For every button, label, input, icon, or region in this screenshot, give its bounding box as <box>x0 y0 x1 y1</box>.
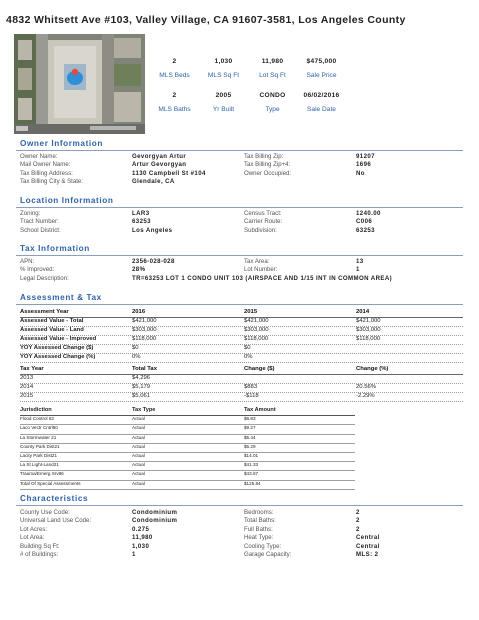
table-cell: $5,061 <box>132 393 151 399</box>
field-label: Lot Number: <box>244 266 278 274</box>
table-cell: $0 <box>132 345 139 351</box>
column-header: Tax Type <box>132 407 156 413</box>
table-cell: $5.29 <box>244 443 256 449</box>
table-row <box>20 336 463 345</box>
legal-description-value: TR=63253 LOT 1 CONDO UNIT 103 (AIRSPACE AND 1/15 INT IN COMMON AREA) <box>132 274 393 282</box>
table-cell: $14.01 <box>244 452 259 458</box>
field-value: 1,030 <box>132 542 150 550</box>
table-row <box>20 435 355 444</box>
lot-sqft-value: 11,980 <box>261 58 284 65</box>
table-row <box>20 318 463 327</box>
column-header: Tax Amount <box>244 407 276 413</box>
table-cell: YOY Assessed Change ($) <box>20 345 94 351</box>
section-divider <box>16 304 463 305</box>
owner-info-heading: Owner Information <box>20 139 103 148</box>
table-cell: Total Of Special Assessments <box>20 480 81 486</box>
table-cell: 2013 <box>20 375 34 381</box>
field-label: Garage Capacity: <box>244 550 292 558</box>
table-cell: Assessed Value - Improved <box>20 336 97 342</box>
field-value: 63253 <box>132 218 151 226</box>
field-label: Tax Billing City & State: <box>20 178 83 186</box>
field-value: C006 <box>356 218 373 226</box>
tax-history-table <box>20 366 463 402</box>
field-value: 2 <box>356 509 360 516</box>
field-value: 1696 <box>356 161 372 169</box>
field-value: Los Angeles <box>132 226 173 234</box>
field-label: Tax Billing Address: <box>20 169 73 177</box>
field-label: County Use Code: <box>20 509 70 516</box>
field-value: Gevorgyan Artur <box>132 153 187 160</box>
mls-baths-label: MLS Baths <box>158 106 191 113</box>
table-cell: Actual <box>132 416 145 422</box>
table-cell: Actual <box>132 462 145 468</box>
field-label: Lot Acres: <box>20 525 48 533</box>
sale-price-label: Sale Price <box>306 72 337 79</box>
field-value: 1 <box>132 550 136 558</box>
field-value: 63253 <box>356 226 375 234</box>
field-label: Mail Owner Name: <box>20 161 71 169</box>
table-cell: Actual <box>132 443 145 449</box>
field-label: Owner Name: <box>20 153 58 160</box>
table-row <box>20 481 355 490</box>
table-cell: $0 <box>244 345 251 351</box>
field-value: 1130 Campbell St #104 <box>132 169 206 177</box>
field-label: School District: <box>20 226 61 234</box>
mls-sqft-label: MLS Sq Ft <box>207 72 240 79</box>
table-cell: Lacity Park Dist21 <box>20 452 58 458</box>
satellite-map-image[interactable] <box>14 34 145 134</box>
field-label: Subdivision: <box>244 226 277 234</box>
field-label: APN: <box>20 258 35 265</box>
mls-sqft-value: 1,030 <box>214 58 233 65</box>
mls-baths-value: 2 <box>172 92 177 99</box>
table-row <box>20 416 355 425</box>
table-cell: $125.84 <box>244 480 261 486</box>
column-header: Jurisdiction <box>20 407 52 413</box>
table-cell: $4,296 <box>132 375 151 381</box>
sale-price-value: $475,000 <box>306 58 337 65</box>
field-value: Condominium <box>132 517 178 525</box>
field-label: Bedrooms: <box>244 509 274 516</box>
field-label: Full Baths: <box>244 525 273 533</box>
field-label: Heat Type: <box>244 534 274 542</box>
sale-date-label: Sale Date <box>307 106 336 113</box>
table-cell: County Park Dist21 <box>20 443 60 449</box>
table-cell: $5.44 <box>244 434 256 440</box>
table-cell: Actual <box>132 480 145 486</box>
table-row <box>20 354 463 363</box>
sale-date-value: 06/02/2016 <box>303 92 340 99</box>
page-title: 4832 Whitsett Ave #103, Valley Village, CA 91607-3581, Los Angeles County <box>6 14 406 26</box>
table-cell: $118,000 <box>356 336 381 342</box>
mls-beds-value: 2 <box>172 58 177 65</box>
field-label: Cooling Type: <box>244 542 282 550</box>
field-value: Glendale, CA <box>132 178 175 186</box>
column-header: Change (%) <box>356 366 389 372</box>
field-label: Legal Description: <box>20 274 69 282</box>
tax-info-heading: Tax Information <box>20 244 90 253</box>
field-label: # of Buildings: <box>20 550 59 558</box>
table-cell: $43.67 <box>244 471 259 477</box>
table-cell: Actual <box>132 425 145 431</box>
section-divider <box>16 150 463 151</box>
column-header: Total Tax <box>132 366 157 372</box>
field-label: Tract Number: <box>20 218 59 226</box>
field-label: Tax Billing Zip+4: <box>244 161 291 169</box>
table-row <box>20 393 463 402</box>
field-value: 1240.00 <box>356 210 381 217</box>
table-row <box>20 471 355 480</box>
field-label: Tax Billing Zip: <box>244 153 284 160</box>
section-divider <box>16 255 463 256</box>
table-row <box>20 462 355 471</box>
table-row <box>20 444 355 453</box>
field-label: Universal Land Use Code: <box>20 517 92 525</box>
table-cell: 2014 <box>20 384 34 390</box>
field-label: Building Sq Ft: <box>20 542 60 550</box>
table-cell: $5,179 <box>132 384 151 390</box>
field-value: Central <box>356 542 380 550</box>
field-value: 0.275 <box>132 525 150 533</box>
field-label: Total Baths: <box>244 517 276 525</box>
field-value: Condominium <box>132 509 178 516</box>
table-cell: YOY Assessed Change (%) <box>20 354 96 360</box>
table-cell: $6.83 <box>244 416 256 422</box>
column-header: Assessment Year <box>20 309 69 315</box>
table-cell: 20.56% <box>356 384 376 390</box>
table-cell: Actual <box>132 434 145 440</box>
jurisdiction-table <box>20 407 355 490</box>
field-label: Owner Occupied: <box>244 169 292 177</box>
table-row <box>20 384 463 393</box>
field-value: 2 <box>356 525 360 533</box>
field-value: 2 <box>356 517 360 525</box>
table-cell: $303,000 <box>244 327 269 333</box>
field-value: No <box>356 169 365 177</box>
table-cell: La St Light-Land21 <box>20 462 59 468</box>
table-cell: Trauma/Emerg Srv86 <box>20 471 64 477</box>
property-stats <box>150 56 346 115</box>
characteristics-heading: Characteristics <box>20 494 89 503</box>
field-value: Artur Gevorgyan <box>132 161 187 169</box>
table-cell: 0% <box>244 354 253 360</box>
field-value: 28% <box>132 266 146 274</box>
field-label: % Improved: <box>20 266 55 274</box>
table-cell: 2015 <box>20 393 34 399</box>
table-cell: 0% <box>132 354 141 360</box>
lot-sqft-label: Lot Sq Ft <box>259 72 286 79</box>
table-row <box>20 425 355 434</box>
field-value: 2356-028-028 <box>132 258 175 265</box>
field-label: Lot Area: <box>20 534 45 542</box>
assessment-table <box>20 309 463 363</box>
field-value: Central <box>356 534 380 542</box>
table-cell: $9.27 <box>244 425 256 431</box>
field-value: 1 <box>356 266 360 274</box>
table-cell: $118,000 <box>244 336 269 342</box>
field-label: Tax Area: <box>244 258 270 265</box>
field-value: LAR3 <box>132 210 150 217</box>
table-cell: Actual <box>132 452 145 458</box>
table-cell: $883 <box>244 384 258 390</box>
field-value: 13 <box>356 258 364 265</box>
table-cell: Assessed Value - Total <box>20 318 84 324</box>
field-value: 11,980 <box>132 534 153 542</box>
table-cell: $421,000 <box>356 318 381 324</box>
table-cell: -$118 <box>244 393 259 399</box>
column-header: 2016 <box>132 309 146 315</box>
table-row <box>20 327 463 336</box>
section-divider <box>16 207 463 208</box>
table-cell: Flood Control 62 <box>20 416 54 422</box>
table-cell: $421,000 <box>132 318 157 324</box>
table-cell: $118,000 <box>132 336 157 342</box>
table-header-row <box>20 366 463 375</box>
year-built-value: 2005 <box>215 92 232 99</box>
column-header: Change ($) <box>244 366 275 372</box>
table-cell: $303,000 <box>132 327 157 333</box>
table-cell: Actual <box>132 471 145 477</box>
section-divider <box>16 505 463 506</box>
year-built-label: Yr Built <box>212 106 235 113</box>
field-label: Zoning: <box>20 210 41 217</box>
table-cell: $421,000 <box>244 318 269 324</box>
column-header: 2015 <box>244 309 258 315</box>
table-row <box>20 453 355 462</box>
field-value: MLS: 2 <box>356 550 379 558</box>
table-cell: -2.29% <box>356 393 375 399</box>
type-label: Type <box>265 106 280 113</box>
table-row <box>20 345 463 354</box>
mls-beds-label: MLS Beds <box>159 72 190 79</box>
column-header: Tax Year <box>20 366 44 372</box>
table-cell: Assessed Value - Land <box>20 327 84 333</box>
table-cell: $303,000 <box>356 327 381 333</box>
table-header-row <box>20 407 355 416</box>
table-cell: $41.33 <box>244 462 259 468</box>
field-label: Census Tract: <box>244 210 282 217</box>
table-cell: Laco Vectr Cntrl80 <box>20 425 58 431</box>
location-info-heading: Location Information <box>20 196 114 205</box>
field-label: Carrier Route: <box>244 218 283 226</box>
assessment-tax-heading: Assessment & Tax <box>20 293 102 302</box>
table-header-row <box>20 309 463 318</box>
field-value: 91207 <box>356 153 375 160</box>
table-cell: La Stormwater 21 <box>20 434 57 440</box>
type-value: CONDO <box>259 92 286 99</box>
table-row <box>20 375 463 384</box>
column-header: 2014 <box>356 309 370 315</box>
